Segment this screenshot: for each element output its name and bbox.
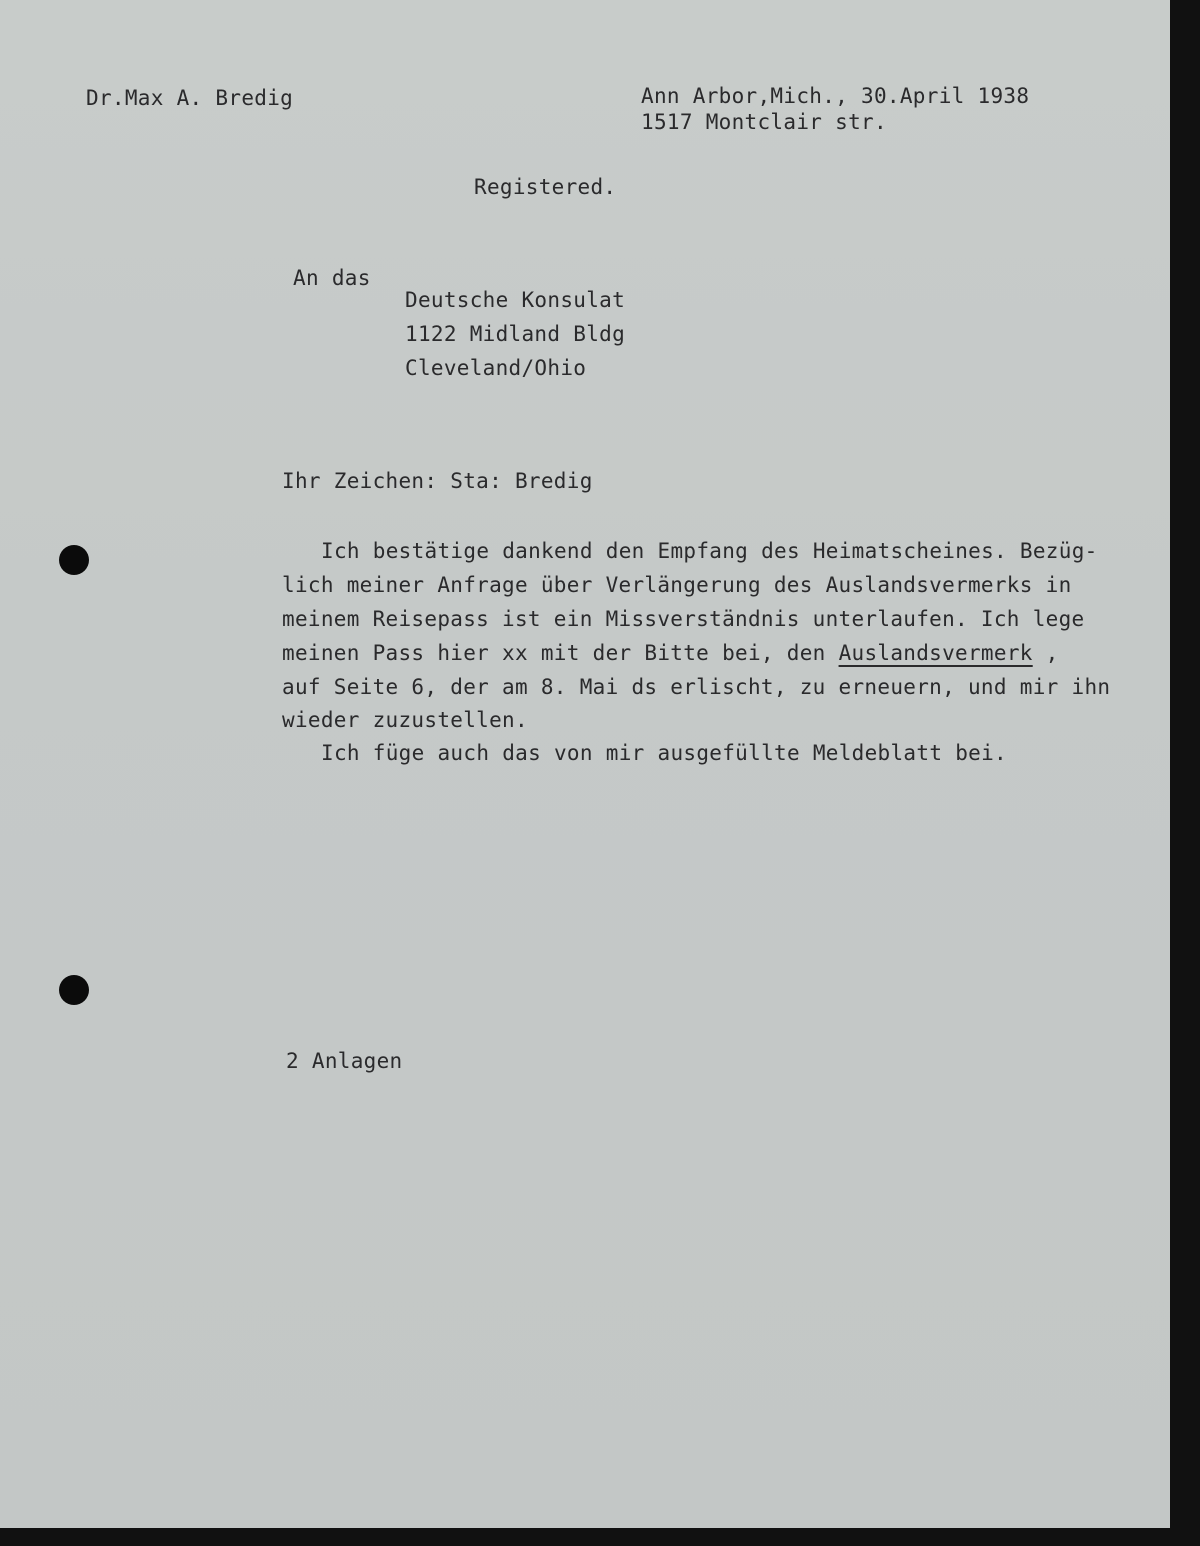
recipient-line-1: Deutsche Konsulat — [405, 288, 626, 312]
recipient-line-3: Cleveland/Ohio — [405, 356, 587, 380]
scan-border-right — [1170, 0, 1200, 1546]
place-date: Ann Arbor,Mich., 30.April 1938 — [641, 84, 1030, 108]
sender-name: Dr.Max A. Bredig — [86, 86, 294, 110]
body-line-4-pre: meinen Pass hier xx mit der Bitte bei, den — [282, 641, 839, 665]
reference-line: Ihr Zeichen: Sta: Bredig — [282, 469, 593, 493]
recipient-line-2: 1122 Midland Bldg — [405, 322, 626, 346]
body-line-3: meinem Reisepass ist ein Missverständnis unterlaufen. Ich lege — [282, 607, 1085, 631]
registered-note: Registered. — [474, 175, 617, 199]
recipient-salutation: An das — [293, 266, 371, 290]
underlined-term: Auslandsvermerk — [838, 641, 1033, 665]
body-line-1: Ich bestätige dankend den Empfang des Heimatscheines. Bezüg- — [321, 539, 1098, 563]
body-line-7: Ich füge auch das von mir ausgefüllte Meldeblatt bei. — [321, 741, 1007, 765]
body-line-4 — [282, 643, 1059, 664]
body-line-2: lich meiner Anfrage über Verlängerung des Auslandsvermerks in — [282, 573, 1072, 597]
scan-border-bottom — [0, 1528, 1200, 1546]
body-line-4-post: , — [1032, 641, 1059, 665]
body-line-6: wieder zuzustellen. — [282, 708, 528, 732]
punch-hole-top — [59, 545, 89, 575]
sender-street: 1517 Montclair str. — [641, 110, 887, 134]
punch-hole-bottom — [59, 975, 89, 1005]
enclosures-note: 2 Anlagen — [286, 1049, 403, 1073]
body-line-5: auf Seite 6, der am 8. Mai ds erlischt, zu erneuern, und mir ihn — [282, 675, 1111, 699]
